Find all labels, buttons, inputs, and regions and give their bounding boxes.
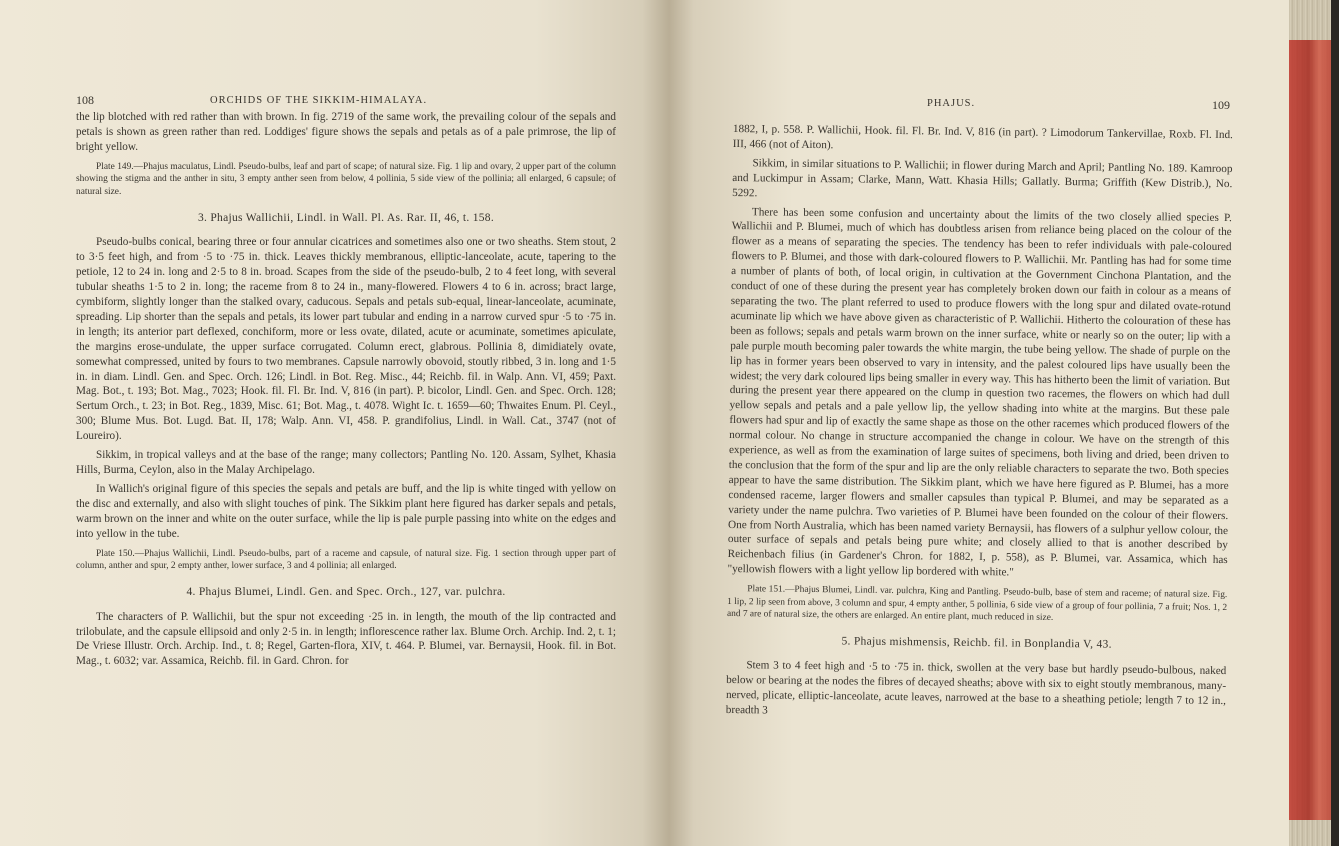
species-heading: 4. Phajus Blumei, Lindl. Gen. and Spec. Orch., 127, var. pulchra. — [186, 585, 506, 598]
plate-caption: Plate 150.—Phajus Wallichii, Lindl. Pseudo-bulbs, part of a raceme and capsule, of natural size. Fig. 1 section through upper part of column, anther and spur, 2 empty anther, lower surface, 3 and 4 pollinia; all enlarged. — [76, 548, 616, 572]
paragraph: Stem 3 to 4 feet high and ·5 to ·75 in. thick, swollen at the very base but hardly pseudo-bulbous, naked below or bearing at the nodes the fibres of decayed sheaths; above with six to eight stoutly membranous, many-nerved, plicate, elliptic-lanceolate, acute leaves, narrowed at the base to a sheathing petiole; length 7 to 12 in., breadth 3 — [725, 659, 1227, 717]
book-fore-edge — [1289, 0, 1339, 846]
paragraph: the lip blotched with red rather than with brown. In fig. 2719 of the same work, the prevailing colour of the sepals and petals is shown as green rather than red. Loddiges' figure shows the sepals and petals as of a pale primrose, the lip of bright yellow. — [76, 111, 616, 153]
left-text-column — [76, 110, 616, 673]
paragraph: 1882, I, p. 558. P. Wallichii, Hook. fil. Fl. Br. Ind. V, 816 (in part). ? Limodorum Tankervillae, Roxb. Fl. Ind. III, 466 (not of Aiton). — [732, 122, 1233, 152]
species-heading: 5. Phajus mishmensis, Reichb. fil. in Bonplandia V, 43. — [841, 635, 1112, 651]
plate-caption: Plate 149.—Phajus maculatus, Lindl. Pseudo-bulbs, leaf and part of scape; of natural size. Fig. 1 lip and ovary, 2 upper part of the column showing the stigma and the anther in situ, 3 empty anther seen from below, 4 pollinia, 5 side view of the pollinia; all enlarged, 6 capsule; of natural size. — [76, 161, 616, 197]
left-page — [0, 0, 669, 846]
paragraph: Sikkim, in similar situations to P. Wallichii; in flower during March and April; Pantling No. 189. Kamroop and Luckimpur in Assam; Clarke, Mann, Watt. Khasia Hills; Gallatly. Burma; Griffith (Kew Distrib.), No. 5292. — [732, 157, 1233, 199]
species-heading: 3. Phajus Wallichii, Lindl. in Wall. Pl. As. Rar. II, 46, t. 158. — [197, 211, 495, 224]
right-running-header: PHAJUS. — [927, 98, 976, 109]
paragraph: The characters of P. Wallichii, but the spur not exceeding ·25 in. in length, the mouth of the lip contracted and trilobulate, and the capsule ellipsoid and only 2·5 in. in length; inflorescence rather lax. Blume Orch. Archip. Ind. 2, t. 1; De Vriese Illustr. Orch. Archip. Ind., t. 8; Regel, Garten-flora, XIV, t. 464. P. Blumei, var. Bernaysii, Hook. fil. in Bot. Mag., t. 6032; var. Assamica, Reichb. fil. in Gard. Chron. for — [76, 610, 616, 668]
plate-caption: Plate 151.—Phajus Blumei, Lindl. var. pulchra, King and Pantling. Pseudo-bulb, base of stem and raceme; of natural size. Fig. 1 lip, 2 lip seen from above, 3 column and spur, 4 empty anther, 5 pollinia, 6 side view of a group of four pollinia, 7 a fruit; Nos. 1, 2 and 7 are of natural size, the others are enlarged. An entire plant, much reduced in size. — [726, 584, 1228, 624]
edge-shadow — [1331, 0, 1339, 846]
paragraph: Sikkim, in tropical valleys and at the base of the range; many collectors; Pantling No. 120. Assam, Sylhet, Khasia Hills, Burma, Ceylon, also in the Malay Archipelago. — [76, 449, 616, 476]
paragraph: In Wallich's original figure of this species the sepals and petals are buff, and the lip is white tinged with yellow on the disc and externally, and also with slight touches of pink. The Sikkim plant here figured has darker sepals and petals, warm brown on the inner and white on the outer surface, while the lip is pale purple passing into white on the edges and into yellow in the tube. — [76, 482, 616, 540]
right-page — [669, 0, 1289, 846]
left-running-header: ORCHIDS OF THE SIKKIM-HIMALAYA. — [210, 95, 428, 106]
right-text-column — [726, 122, 1233, 728]
paragraph: Pseudo-bulbs conical, bearing three or four annular cicatrices and sometimes also one or two sheaths. Stem stout, 2 to 3·5 feet high, and from ·5 to ·75 in. thick. Leaves thickly membranous, elliptic-lanceolate, acute, tapering to the petiole, 12 to 24 in. long and 2·5 to 8 in. broad. Scapes from the side of the pseudo-bulb, 2 to 4 feet long, with several tubular sheaths 1·5 to 2 in. long; the raceme from 8 to 24 in., many-flowered. Flowers 4 to 6 in. across; bract large, cymbiform, slightly longer than the stalked ovary, caducous. Sepals and petals sub-equal, linear-lanceolate, acuminate, spreading. Lip shorter than the sepals and petals, its lower part tubular and ending in a narrow curved spur ·5 to ·75 in. in length; its anterior part deflexed, conchiform, more or less ovate, dilated, acute or acuminate, sometimes apiculate, the margins erose-undulate, the upper surface corrugated. Column erect, glabrous. Pollinia 8, dimidiately ovate, somewhat compressed, united by fours to two membranes. Capsule narrowly obovoid, stoutly ribbed, 3 in. long and 1·5 in. in diam. Lindl. Gen. and Spec. Orch. 126; Lindl. in Bot. Reg. Misc., 44; Reichb. fil. in Walp. Ann. VI, 459; Paxt. Mag. Bot., t. 193; Bot. Mag., 7023; Hook. fil. Fl. Br. Ind. V, 816 (in part). P. bicolor, Lindl. Gen. and Spec. Orch. 128; Sertum Orch., t. 23; in Bot. Reg., 1839, Misc. 61; Bot. Mag., t. 4078. Wight Ic. t. 1659—60; Thwaites Enum. Pl. Ceyl., 300; Blume Mus. Bot. Lugd. Bat. II, 178; Walp. Ann. VI, 458. P. grandifolius, Lindl. in Wall. Cat., 3747 (not of Loureiro). — [76, 236, 616, 443]
left-page-number: 108 — [76, 93, 94, 107]
right-page-number: 109 — [1212, 98, 1230, 112]
paragraph: There has been some confusion and uncertainty about the limits of the two closely allied species P. Wallichii and P. Blumei, much of which has doubtless arisen from reliance being placed on the colour of the flower as a means of separating the species. The tendency has been to refer individuals with pale-coloured flowers to P. Blumei, and those with dark-coloured flowers to P. Wallichii. Mr. Pantling has had for some time a number of plants of both, of local origin, in cultivation at the Government Cinchona Plantation, and the conduct of one of these during the present year has completely broken down our faith in colour as a means of separating the two. The plant referred to used to produce flowers with the long spur and dilated ovate-rotund acuminate lip which we have above given as characteristic of P. Wallichii. Hitherto the colouration of these has been as follows; sepals and petals warm brown on the inner surface, white or nearly so on the outer; lip with a pale purple mouth becoming paler towards the white margin, the tube being yellow. The shade of purple on the lip has in former years been observed to vary in intensity, and the palest coloured lips have usually been the widest; the very dark coloured lips being smaller in every way. This has hitherto been the limit of variation. But during the present year there appeared on the clump in question two racemes, the flowers on which had dull yellow sepals and petals and a pale yellow lip, the yellow shading into white at the margins. But these pale flowers had spur and lip of exactly the same shape as those on the other racemes which produced flowers of the normal colour. No change in structure accompanied the change in colour. We have on the strength of this experience, as well as from the examination of large suites of specimens, both living and dried, been driven to the conclusion that the form of the spur and lip are the only reliable characters to separate the two. Both species appear to have the same distribution. The Sikkim plant, which we have here figured as P. Blumei, has a more condensed raceme, larger flowers and smaller capsules than typical P. Blumei, and may be separated as a variety under the name pulchra. Two varieties of P. Blumei have been founded on the colour of their flowers. One from North Australia, which has been named variety Bernaysii, has flowers of a sulphur yellow colour, the outer surface of sepals and petals being pure white; and closely allied to that is another described by Reichenbach filius (in Gardener's Chron. for 1882, I, p. 558), as P. Blumei, var. Assamica, which has "yellowish flowers with a light yellow lip bordered with white." — [727, 205, 1232, 579]
